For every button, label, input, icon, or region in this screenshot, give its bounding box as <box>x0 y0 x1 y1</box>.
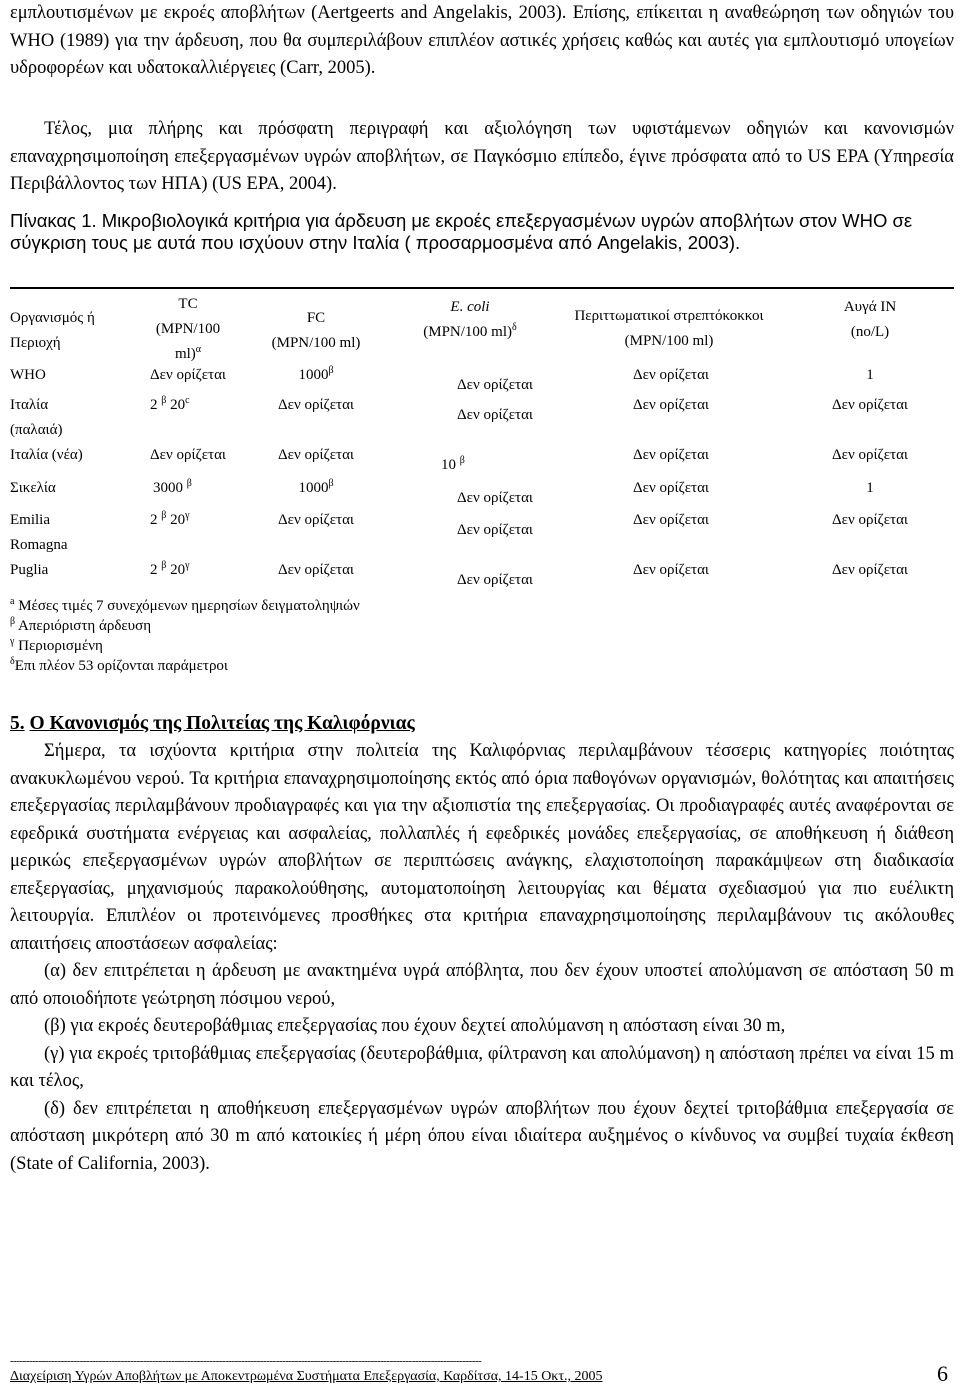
section-item-c: (γ) για εκροές τριτοβάθμιας επεξεργασίας (δευτεροβάθμια, φίλτρανση και απολύμανση) η απόσταση πρέπει να είναι 15 m και τέλος, <box>10 1043 954 1091</box>
header-tc-sup: α <box>195 344 202 355</box>
cell-tc-value: 3000 <box>153 480 183 496</box>
footnote-text: Μέσες τιμές 7 συνεχόμενων ημερησίων δειγματοληψιών <box>14 598 360 614</box>
section-number: 5. <box>10 713 25 734</box>
footnote-text: Απεριόριστη άρδευση <box>15 618 152 634</box>
cell-org <box>10 508 68 558</box>
cell-strep: Δεν ορίζεται <box>633 367 709 383</box>
cell-ecoli-value: 10 <box>441 457 456 473</box>
cell-ecoli: Δεν ορίζεται <box>457 522 533 538</box>
table-caption-label: Πίνακας 1. <box>10 210 97 231</box>
table-row <box>10 510 954 560</box>
header-ecoli <box>400 295 540 345</box>
section-title: Ο Κανονισμός της Πολιτείας της Καλιφόρνιας <box>29 713 415 734</box>
footer-text: Διαχείριση Υγρών Αποβλήτων με Αποκεντρωμένα Συστήματα Επεξεργασία, Καρδίτσα, 14-15 Οκτ., 2005 <box>10 1369 603 1384</box>
cell-org: Puglia <box>10 562 49 578</box>
header-eggs-line1: Αυγά IN <box>843 299 897 315</box>
table-row <box>10 445 954 478</box>
cell-ecoli: Δεν ορίζεται <box>457 377 533 393</box>
cell-org-line1: Ιταλία <box>10 397 49 413</box>
footnote <box>10 656 510 676</box>
cell-ecoli <box>441 453 465 478</box>
header-strep-line2: (MPN/100 ml) <box>624 333 714 349</box>
criteria-table <box>10 287 954 592</box>
header-strep-line1: Περιττωματικοί στρεπτόκοκκοι <box>574 308 764 324</box>
footer-dashed-rule: ----------------------------------------------------------------------------------------------------------------------------------------------------- <box>10 1355 482 1367</box>
cell-strep: Δεν ορίζεται <box>633 397 709 413</box>
table-caption-text: Μικροβιολογικά κριτήρια για άρδευση με εκροές επεξεργασμένων υγρών αποβλήτων στον WHO σε σύγκριση τους με αυτά που ισχύουν στην Ιταλία ( προσαρμοσμένα από Angelakis, 2003). <box>10 210 913 253</box>
header-fc-line1: FC <box>306 310 326 326</box>
header-ecoli-name: E. coli <box>450 299 490 315</box>
header-tc-line2: (MPN/100 <box>155 321 221 337</box>
header-org-line1: Οργανισμός ή <box>10 310 95 326</box>
cell-tc-value: 2 <box>150 397 158 413</box>
header-tc-unit: ml) <box>174 346 196 362</box>
cell-org-line2: (παλαιά) <box>10 422 63 438</box>
cell-eggs: Δεν ορίζεται <box>832 447 908 463</box>
cell-eggs: 1 <box>866 367 874 383</box>
cell-strep: Δεν ορίζεται <box>633 480 709 496</box>
cell-tc: Δεν ορίζεται <box>150 447 226 463</box>
section-item-d: (δ) δεν επιτρέπεται η αποθήκευση επεξεργασμένων υγρών αποβλήτων που έχουν δεχτεί τριτοβάθμια επεξεργασία σε απόσταση μικρότερη από 30 m από κατοικίες ή μέρη όπου είναι ιδιαίτερα αυξημένος ο κίνδυνος να συμβεί τυχαία έκθεση (State of California, 2003). <box>10 1098 954 1174</box>
cell-tc-sup2: γ <box>185 510 190 521</box>
cell-org: Σικελία <box>10 480 56 496</box>
footnote-mark: β <box>10 616 16 627</box>
cell-org-line2: Romagna <box>10 537 68 553</box>
cell-fc: Δεν ορίζεται <box>278 447 354 463</box>
table-footnotes <box>10 596 510 676</box>
cell-tc-sup: β <box>161 395 167 406</box>
cell-fc <box>246 476 386 501</box>
cell-eggs: 1 <box>866 480 874 496</box>
cell-org: Ιταλία (νέα) <box>10 447 83 463</box>
cell-fc <box>246 363 386 388</box>
cell-fc: Δεν ορίζεται <box>278 397 354 413</box>
cell-tc <box>150 558 190 583</box>
cell-tc-value2: 20 <box>170 562 186 578</box>
header-ecoli-unit: (MPN/100 ml) <box>423 324 513 340</box>
cell-tc <box>150 508 190 533</box>
table-row <box>10 365 954 395</box>
cell-fc-value: 1000 <box>298 480 329 496</box>
footnote-mark: γ <box>10 636 15 647</box>
cell-org-line1: Emilia <box>10 512 50 528</box>
table-body <box>10 365 954 592</box>
cell-tc-sup: β <box>161 510 167 521</box>
table-header <box>10 289 954 365</box>
footnote <box>10 596 510 616</box>
cell-ecoli: Δεν ορίζεται <box>457 407 533 423</box>
table-row <box>10 395 954 445</box>
cell-strep: Δεν ορίζεται <box>633 447 709 463</box>
section-california <box>10 710 954 1178</box>
paragraph-us-epa: Τέλος, μια πλήρης και πρόσφατη περιγραφή και αξιολόγηση των υφιστάμενων οδηγιών και κανονισμών επαναχρησιμοποίηση επεξεργασμένων υγρών αποβλήτων, σε Παγκόσμιο επίπεδο, έγινε πρόσφατα από το US EPA (Υπηρεσία Περιβάλλοντος των ΗΠΑ) (US EPA, 2004). <box>10 119 954 194</box>
footnote-text: Επι πλέον 53 ορίζονται παράμετροι <box>14 658 228 674</box>
section-item-a: (α) δεν επιτρέπεται η άρδευση με ανακτημένα υγρά απόβλητα, που δεν έχουν υποστεί απολύμανση σε απόσταση 50 m από οποιοδήποτε γεώτρηση πόσιμου νερού, <box>10 961 954 1009</box>
cell-fc: Δεν ορίζεται <box>278 512 354 528</box>
table-row <box>10 478 954 510</box>
cell-strep: Δεν ορίζεται <box>633 512 709 528</box>
section-heading <box>10 710 954 738</box>
header-fc <box>246 306 386 356</box>
header-ecoli-sup: δ <box>512 322 517 333</box>
header-org-line2: Περιοχή <box>10 335 61 351</box>
header-strep <box>544 304 794 354</box>
table-row <box>10 560 954 592</box>
footnote <box>10 636 510 656</box>
paragraph-intro: εμπλουτισμένων με εκροές αποβλήτων (Aertgeerts and Angelakis, 2003). Επίσης, επίκειται η αναθεώρηση των οδηγιών του WHO (1989) για την άρδευση, που θα συμπεριλάβουν επιπλέον αστικές χρήσεις καθώς και αυτές για εμπλουτισμό υπογείων υδροφορέων και υδατοκαλλιέργειες (Carr, 2005). <box>10 3 954 78</box>
footnote-text: Περιορισμένη <box>14 638 103 654</box>
cell-org: WHO <box>10 367 46 383</box>
cell-eggs: Δεν ορίζεται <box>832 397 908 413</box>
cell-tc-value2: 20 <box>170 397 186 413</box>
cell-ecoli: Δεν ορίζεται <box>457 572 533 588</box>
cell-tc <box>150 393 190 418</box>
cell-ecoli-sup: β <box>459 455 465 466</box>
header-tc <box>128 292 248 367</box>
cell-tc-value: 2 <box>150 562 158 578</box>
header-eggs <box>800 295 940 345</box>
cell-tc-sup2: γ <box>185 560 190 571</box>
cell-tc-value2: 20 <box>170 512 186 528</box>
cell-strep: Δεν ορίζεται <box>633 562 709 578</box>
cell-fc-sup: β <box>328 478 334 489</box>
cell-tc-sup2: c <box>185 395 190 406</box>
table-caption <box>10 210 954 254</box>
cell-tc <box>153 476 192 501</box>
cell-eggs: Δεν ορίζεται <box>832 512 908 528</box>
cell-fc-sup: β <box>328 365 334 376</box>
cell-ecoli: Δεν ορίζεται <box>457 490 533 506</box>
cell-fc: Δεν ορίζεται <box>278 562 354 578</box>
cell-tc-value: 2 <box>150 512 158 528</box>
header-fc-line2: (MPN/100 ml) <box>271 335 361 351</box>
footnote-mark: a <box>10 596 15 607</box>
section-item-b: (β) για εκροές δευτεροβάθμιας επεξεργασίας που έχουν δεχτεί απολύμανση η απόσταση είναι 30 m, <box>44 1016 786 1036</box>
cell-fc-value: 1000 <box>298 367 329 383</box>
header-org <box>10 306 95 356</box>
cell-eggs: Δεν ορίζεται <box>832 562 908 578</box>
header-tc-line1: TC <box>178 296 198 312</box>
cell-tc-sup: β <box>161 560 167 571</box>
cell-org <box>10 393 62 443</box>
section-body <box>10 738 954 1178</box>
page-footer <box>10 1355 954 1387</box>
cell-tc-sup: β <box>186 478 192 489</box>
header-ecoli-line2 <box>400 320 540 345</box>
footnote-mark: δ <box>10 656 15 667</box>
cell-tc: Δεν ορίζεται <box>150 367 226 383</box>
section-paragraph: Σήμερα, τα ισχύοντα κριτήρια στην πολιτεία της Καλιφόρνιας περιλαμβάνουν τέσσερις κατηγορίες ποιότητας ανακυκλωμένου νερού. Τα κριτήρια επαναχρησιμοποίησης εκτός από όρια παθογόνων οργανισμών, θολότητας και απαιτήσεις επεξεργασίας περιλαμβάνουν προδιαγραφές και για την αξιοπιστία της επεξεργασίας. Οι προδιαγραφές αυτές αναφέρονται σε εφεδρικά συστήματα ενέργειας και ασφαλείας, πολλαπλές ή εφεδρικές μονάδες επεξεργασίας, σε αποθήκευση ή διάθεση μερικώς επεξεργασμένων υγρών αποβλήτων σε περιπτώσεις ανάγκης, ελαχιστοποίηση παρακάμψεων στη διαδικασία επεξεργασίας, μηχανισμούς παρακολούθησης, αυτοματοποίηση λειτουργίας και θέματα σχεδιασμού για πιο ευέλικτη λειτουργία. Επιπλέον οι προτεινόμενες προσθήκες στα κριτήρια επαναχρησιμοποίησης περιλαμβάνουν τις ακόλουθες απαιτήσεις αποστάσεων ασφαλείας: <box>10 741 954 954</box>
footnote <box>10 616 510 636</box>
page-number: 6 <box>937 1361 948 1386</box>
header-eggs-line2: (no/L) <box>850 324 890 340</box>
